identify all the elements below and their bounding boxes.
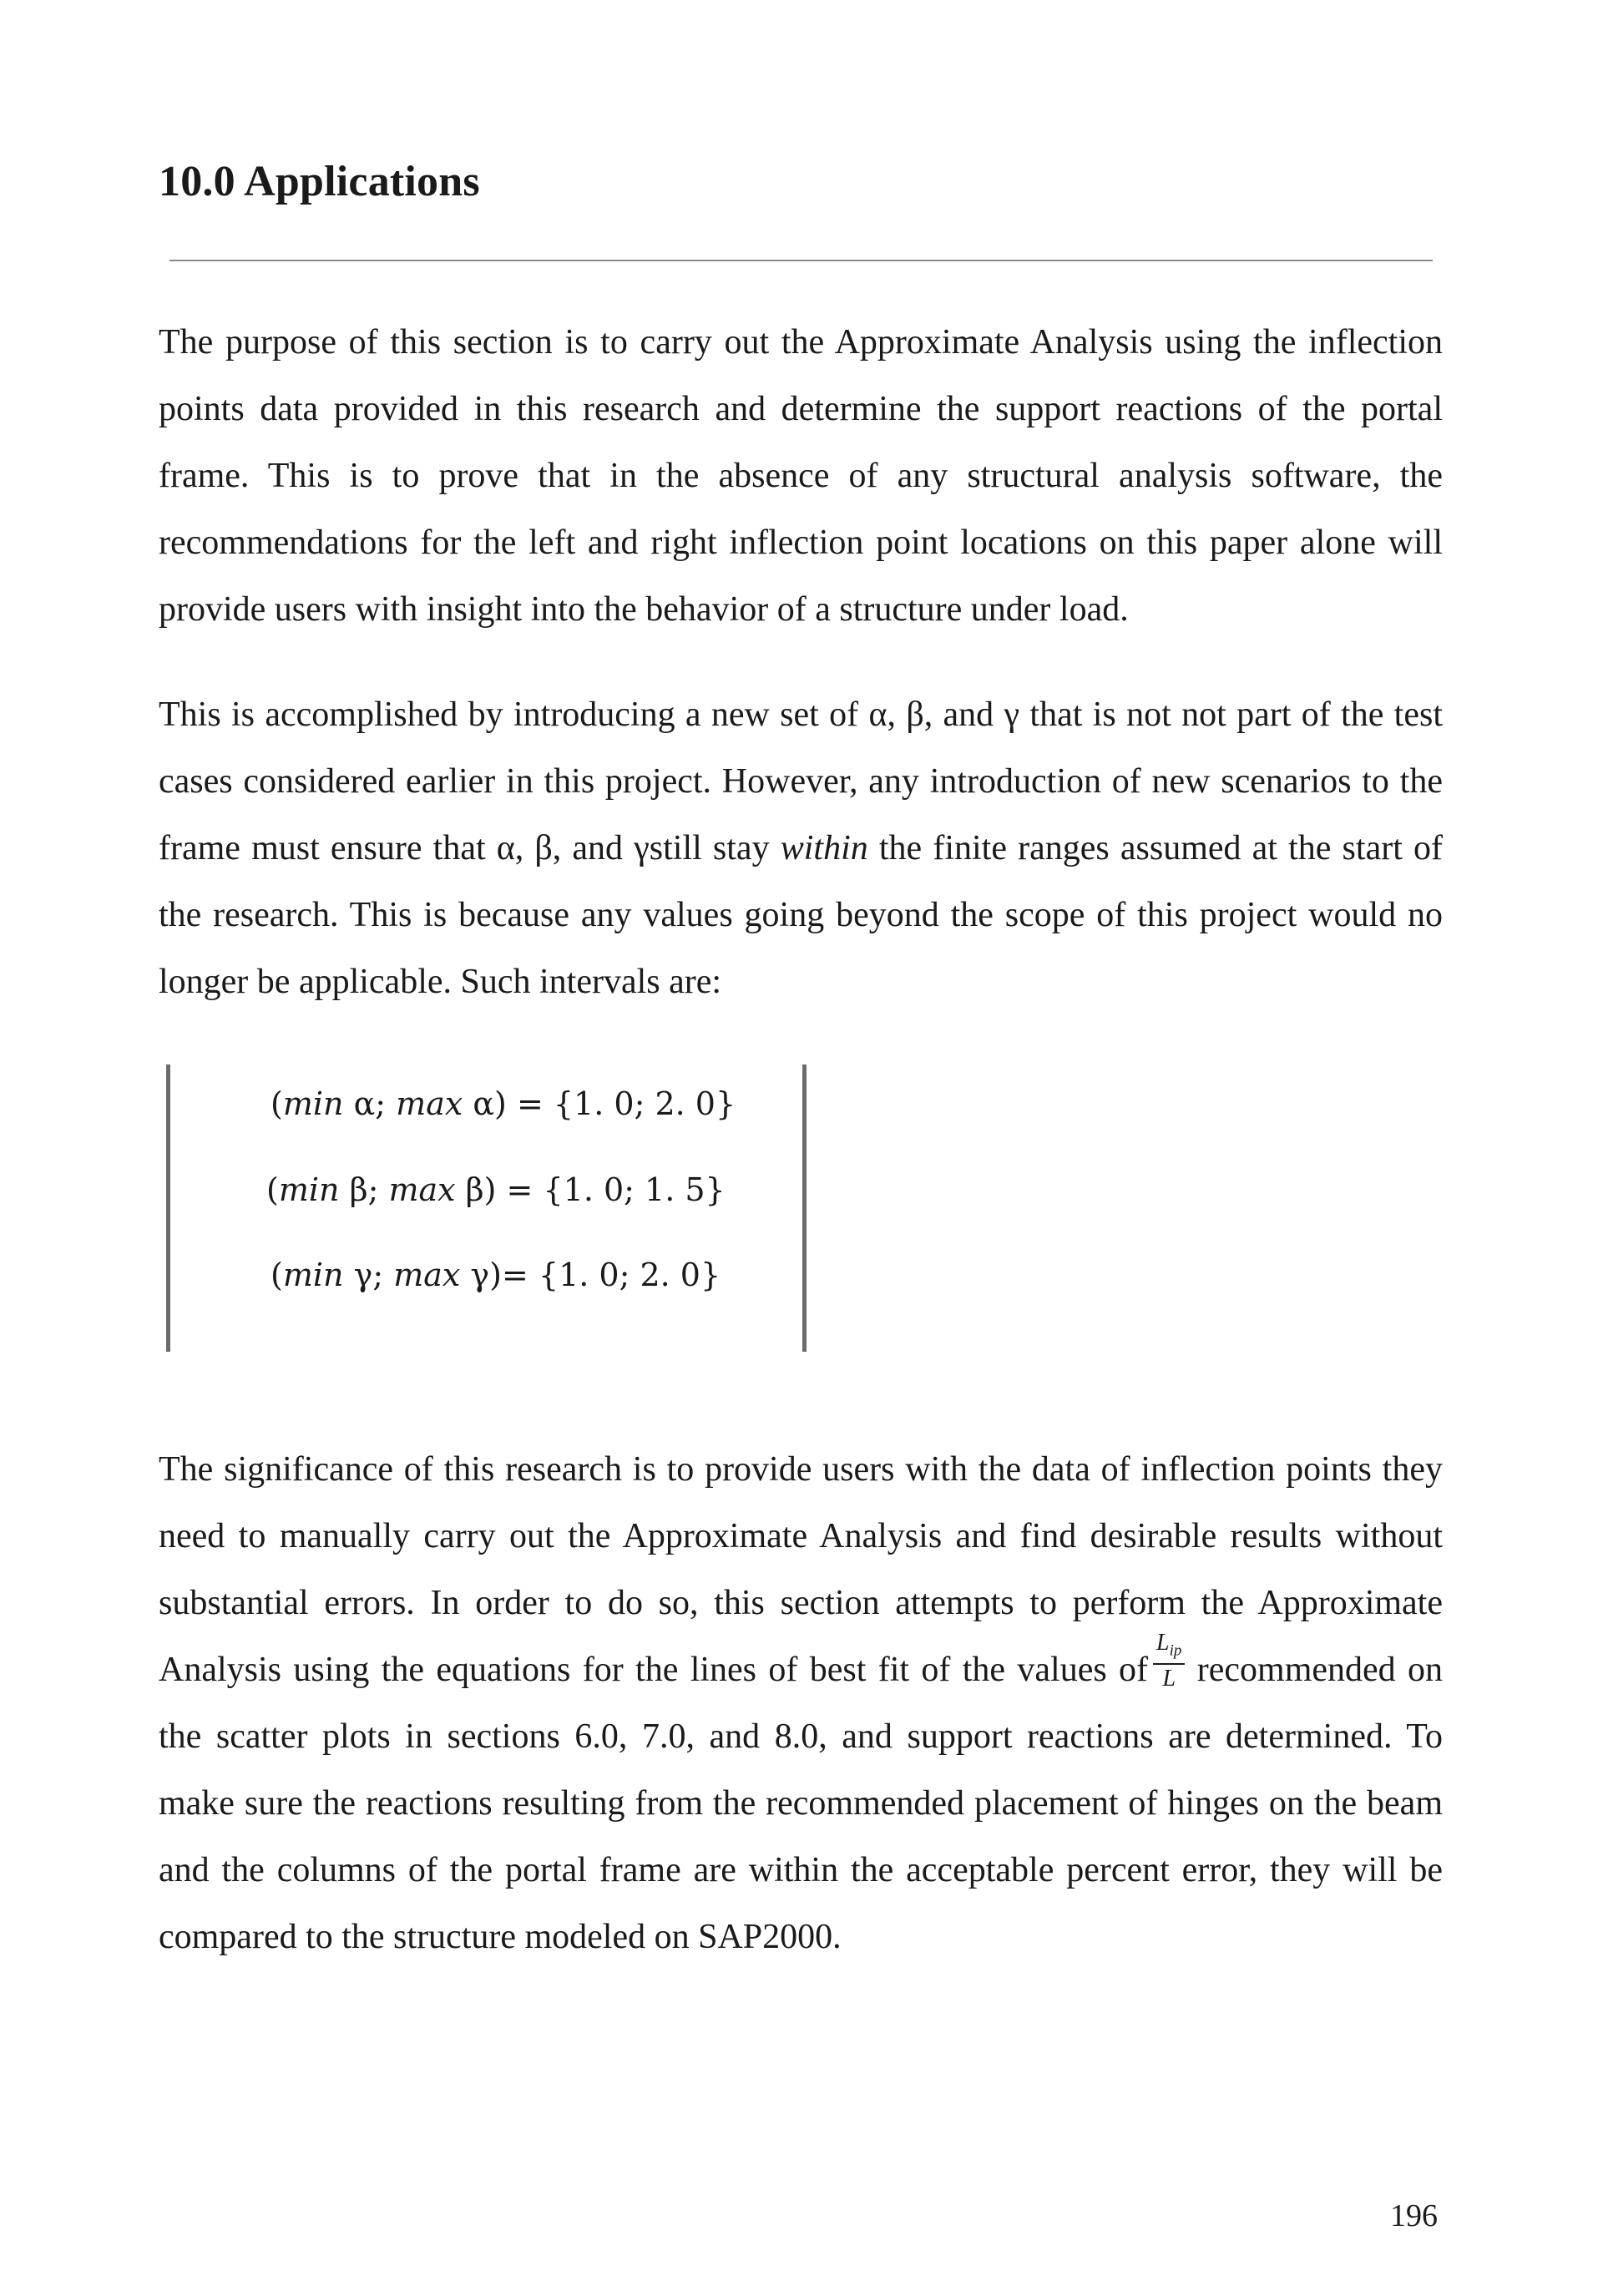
interval-symbol: γ (353, 1257, 373, 1293)
fraction-lip-over-l (1153, 1631, 1185, 1692)
interval-equals: = (501, 1257, 539, 1293)
fraction-numerator-subscript: ip (1169, 1641, 1182, 1660)
paragraph-parameters (159, 681, 1443, 1015)
interval-max-label: max (388, 1171, 456, 1208)
paragraph-significance (159, 1436, 1443, 1970)
interval-beta: (min β; max β) = {1. 0; 1. 5} (266, 1171, 726, 1208)
paragraph-significance-text-1: The significance of this research is to provide users with the data of inflection points they need to manually carry out the Approximate Analysis and find desirable results without substantial errors. In order to do so, this section attempts to perform the Approximate Analysis using the equations for the lines of best fit of the values of (159, 1450, 1443, 1689)
fraction-numerator-main: L (1156, 1629, 1170, 1656)
interval-equals: = (516, 1085, 554, 1122)
paragraph-significance-text-2: recommended on the scatter plots in sections 6.0, 7.0, and 8.0, and support reactions are determined. To make sure the reactions resulting from the recommended placement of hinges on the beam and the columns of the portal frame are within the acceptable percent error, they will be compared to the structure modeled on SAP2000. (159, 1651, 1444, 1957)
interval-max-label: max (396, 1085, 463, 1122)
paragraph-parameters-text-1: This is accomplished by introducing a new set of α, β, and γ that is not not part of the test cases considered earlier in this project. However, any introduction of new scenarios to the frame must ensure that α, β, and γstill stay (159, 695, 1443, 867)
interval-min-label: min (278, 1171, 340, 1208)
interval-symbol: γ (470, 1257, 490, 1293)
fraction-denominator: L (1162, 1666, 1176, 1692)
interval-equals: = (496, 1171, 544, 1208)
interval-value: {1. 0; 2. 0} (538, 1257, 721, 1293)
heading-divider (169, 260, 1433, 261)
interval-value: {1. 0; 1. 5} (543, 1171, 726, 1208)
interval-value: {1. 0; 2. 0} (553, 1085, 736, 1122)
interval-right-bar (802, 1065, 807, 1352)
interval-symbol: α (353, 1085, 376, 1122)
page-number: 196 (1390, 2198, 1438, 2233)
emphasis-within: within (780, 829, 868, 867)
interval-min-label: min (282, 1257, 344, 1293)
paragraph-purpose: The purpose of this section is to carry out the Approximate Analysis using the inflection points data provided in this research and determine the support reactions of the portal frame. This is to prove that in the absence of any structural analysis software, the recommendations for the left and right inflection point locations on this paper alone will provide users with insight into the behavior of a structure under load. (159, 323, 1443, 629)
interval-alpha: (min α; max α) = {1. 0; 2. 0} (271, 1085, 736, 1122)
interval-symbol: α (473, 1085, 495, 1122)
fraction-numerator (1153, 1631, 1185, 1666)
interval-left-bar (166, 1065, 170, 1352)
interval-symbol: β (465, 1171, 484, 1208)
interval-min-label: min (282, 1085, 344, 1122)
interval-max-label: max (393, 1257, 461, 1293)
intervals-block (166, 1065, 809, 1352)
section-heading: 10.0 Applications (159, 158, 480, 205)
interval-gamma: (min γ; max γ)= {1. 0; 2. 0} (271, 1257, 721, 1293)
paragraph-parameters-text-2: the finite ranges assumed at the start of the research. This is because any values going beyond the scope of this project would no longer be applicable. Such intervals are: (159, 829, 1443, 1001)
interval-symbol: β (349, 1171, 368, 1208)
